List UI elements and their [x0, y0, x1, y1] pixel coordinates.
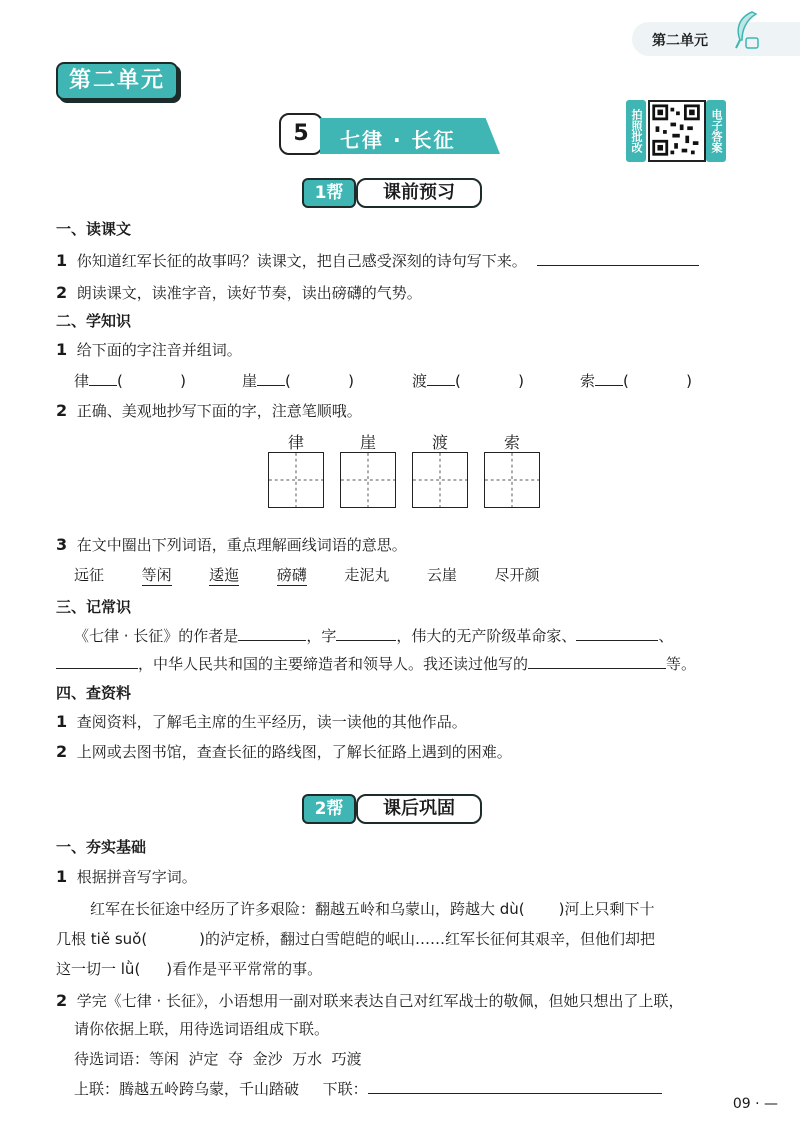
writing-grid[interactable]	[340, 452, 396, 508]
word-options: 待选词语：等闲 泸定 夺 金沙 万水 巧渡	[74, 1050, 362, 1068]
couplet-line	[74, 1078, 662, 1099]
qr-code-icon	[648, 100, 706, 162]
question-number: 1	[56, 712, 68, 731]
section-title-review: 课后巩固	[356, 794, 482, 824]
knowledge-line-2: ，中华人民共和国的主要缔造者和领导人。我还读过他写的 等。	[56, 653, 696, 674]
pinyin-item: 崖 ( )	[242, 372, 354, 390]
answer-blank[interactable]	[56, 653, 138, 669]
question-2-3	[56, 534, 407, 555]
knowledge-line-1: 《七律 · 长征》的作者是 ，字 ，伟大的无产阶级革命家、 、	[74, 627, 674, 645]
couplet-lower-label: 下联：	[322, 1080, 368, 1098]
unit-badge: 第二单元	[56, 62, 178, 100]
question-text: 朗读课文，读准字音，读好节奏，读出磅礴的气势。	[76, 284, 422, 302]
vocab-word: 远征	[74, 566, 105, 584]
section-heading-read: 一、读课文	[56, 220, 132, 238]
copy-char-label: 索	[503, 433, 520, 452]
question-number: 2	[56, 401, 68, 420]
vocab-word: 云崖	[426, 566, 457, 584]
question-1-2	[56, 282, 422, 303]
question-text: 正确、美观地抄写下面的字，注意笔顺哦。	[76, 402, 362, 420]
pinyin-blank[interactable]	[89, 370, 117, 386]
couplet-upper: 上联：腾越五岭跨乌蒙，千山踏破	[74, 1080, 300, 1098]
question-number: 2	[56, 991, 68, 1010]
question-4-2	[56, 741, 512, 762]
question-text: 查阅资料，了解毛主席的生平经历，读一读他的其他作品。	[76, 713, 467, 731]
question-b-1	[56, 866, 197, 887]
copy-char-label: 渡	[431, 433, 448, 452]
question-number: 2	[56, 742, 68, 761]
feather-pen-icon	[728, 10, 762, 50]
answer-blank[interactable]	[537, 250, 699, 266]
passage-line-1: 红军在长征途中经历了许多艰险：翻越五岭和乌蒙山，跨越大 dù( )河上只剩下十	[90, 900, 655, 918]
question-b-2	[56, 990, 684, 1011]
page-number: 09 · —	[732, 1096, 778, 1112]
section-heading-learn: 二、学知识	[56, 312, 132, 330]
pinyin-item: 渡 ( )	[412, 372, 524, 390]
copy-char-label: 律	[287, 433, 304, 452]
question-number: 1	[56, 340, 68, 359]
vocab-word-underlined: 等闲	[141, 566, 172, 584]
section-heading-knowledge: 三、记常识	[56, 598, 132, 616]
vocab-word-underlined: 逶迤	[209, 566, 240, 584]
vocab-word: 走泥丸	[344, 566, 390, 584]
question-1-1	[56, 250, 699, 271]
question-b-2-cont: 请你依据上联，用待选词语组成下联。	[74, 1020, 330, 1038]
writing-grid[interactable]	[484, 452, 540, 508]
question-number: 2	[56, 283, 68, 302]
section-heading-research: 四、查资料	[56, 684, 132, 702]
answer-blank[interactable]	[576, 625, 658, 641]
question-2-1	[56, 339, 242, 360]
section-title-preview: 课前预习	[356, 178, 482, 208]
question-text: 上网或去图书馆，查查长征的路线图，了解长征路上遇到的困难。	[76, 743, 512, 761]
question-text: 学完《七律 · 长征》，小语想用一副对联来表达自己对红军战士的敬佩，但她只想出了上联，	[76, 992, 684, 1010]
answer-blank[interactable]	[238, 625, 306, 641]
qr-left-label: 拍照批改	[626, 100, 646, 162]
answer-blank[interactable]	[528, 653, 666, 669]
pinyin-item: 索 ( )	[580, 372, 692, 390]
pinyin-item: 律 ( )	[74, 372, 186, 390]
lesson-number: 5	[279, 113, 323, 155]
pinyin-blank[interactable]	[257, 370, 285, 386]
vocab-list	[74, 564, 539, 585]
vocab-word-underlined: 磅礴	[276, 566, 307, 584]
qr-right-label: 电子答案	[706, 100, 726, 162]
question-text: 你知道红军长征的故事吗？读课文，把自己感受深刻的诗句写下来。	[76, 252, 527, 270]
question-number: 1	[56, 251, 68, 270]
help-badge-1: 1帮	[302, 178, 356, 208]
passage-line-2: 几根 tiě suǒ( )的泸定桥，翻过白雪皑皑的岷山……红军长征何其艰辛，但他们却把	[56, 930, 656, 948]
question-text: 根据拼音写字词。	[76, 868, 197, 886]
copy-char-label: 崖	[359, 433, 376, 452]
answer-blank[interactable]	[336, 625, 396, 641]
qr-code-panel[interactable]	[626, 100, 726, 162]
section-heading-basics: 一、夯实基础	[56, 838, 147, 856]
question-text: 在文中圈出下列词语，重点理解画线词语的意思。	[76, 536, 407, 554]
pinyin-blank[interactable]	[595, 370, 623, 386]
writing-grid[interactable]	[268, 452, 324, 508]
question-2-2	[56, 400, 362, 421]
help-badge-2: 2帮	[302, 794, 356, 824]
couplet-answer-blank[interactable]	[368, 1078, 662, 1094]
vocab-word: 尽开颜	[494, 566, 540, 584]
question-4-1	[56, 711, 467, 732]
passage-line-3: 这一切一 lǜ( )看作是平平常常的事。	[56, 960, 323, 978]
question-number: 1	[56, 867, 68, 886]
lesson-title: 七律 · 长征	[340, 128, 456, 152]
pinyin-blank[interactable]	[427, 370, 455, 386]
unit-tab-label: 第二单元	[652, 33, 708, 49]
question-text: 给下面的字注音并组词。	[76, 341, 242, 359]
question-number: 3	[56, 535, 68, 554]
writing-grid[interactable]	[412, 452, 468, 508]
